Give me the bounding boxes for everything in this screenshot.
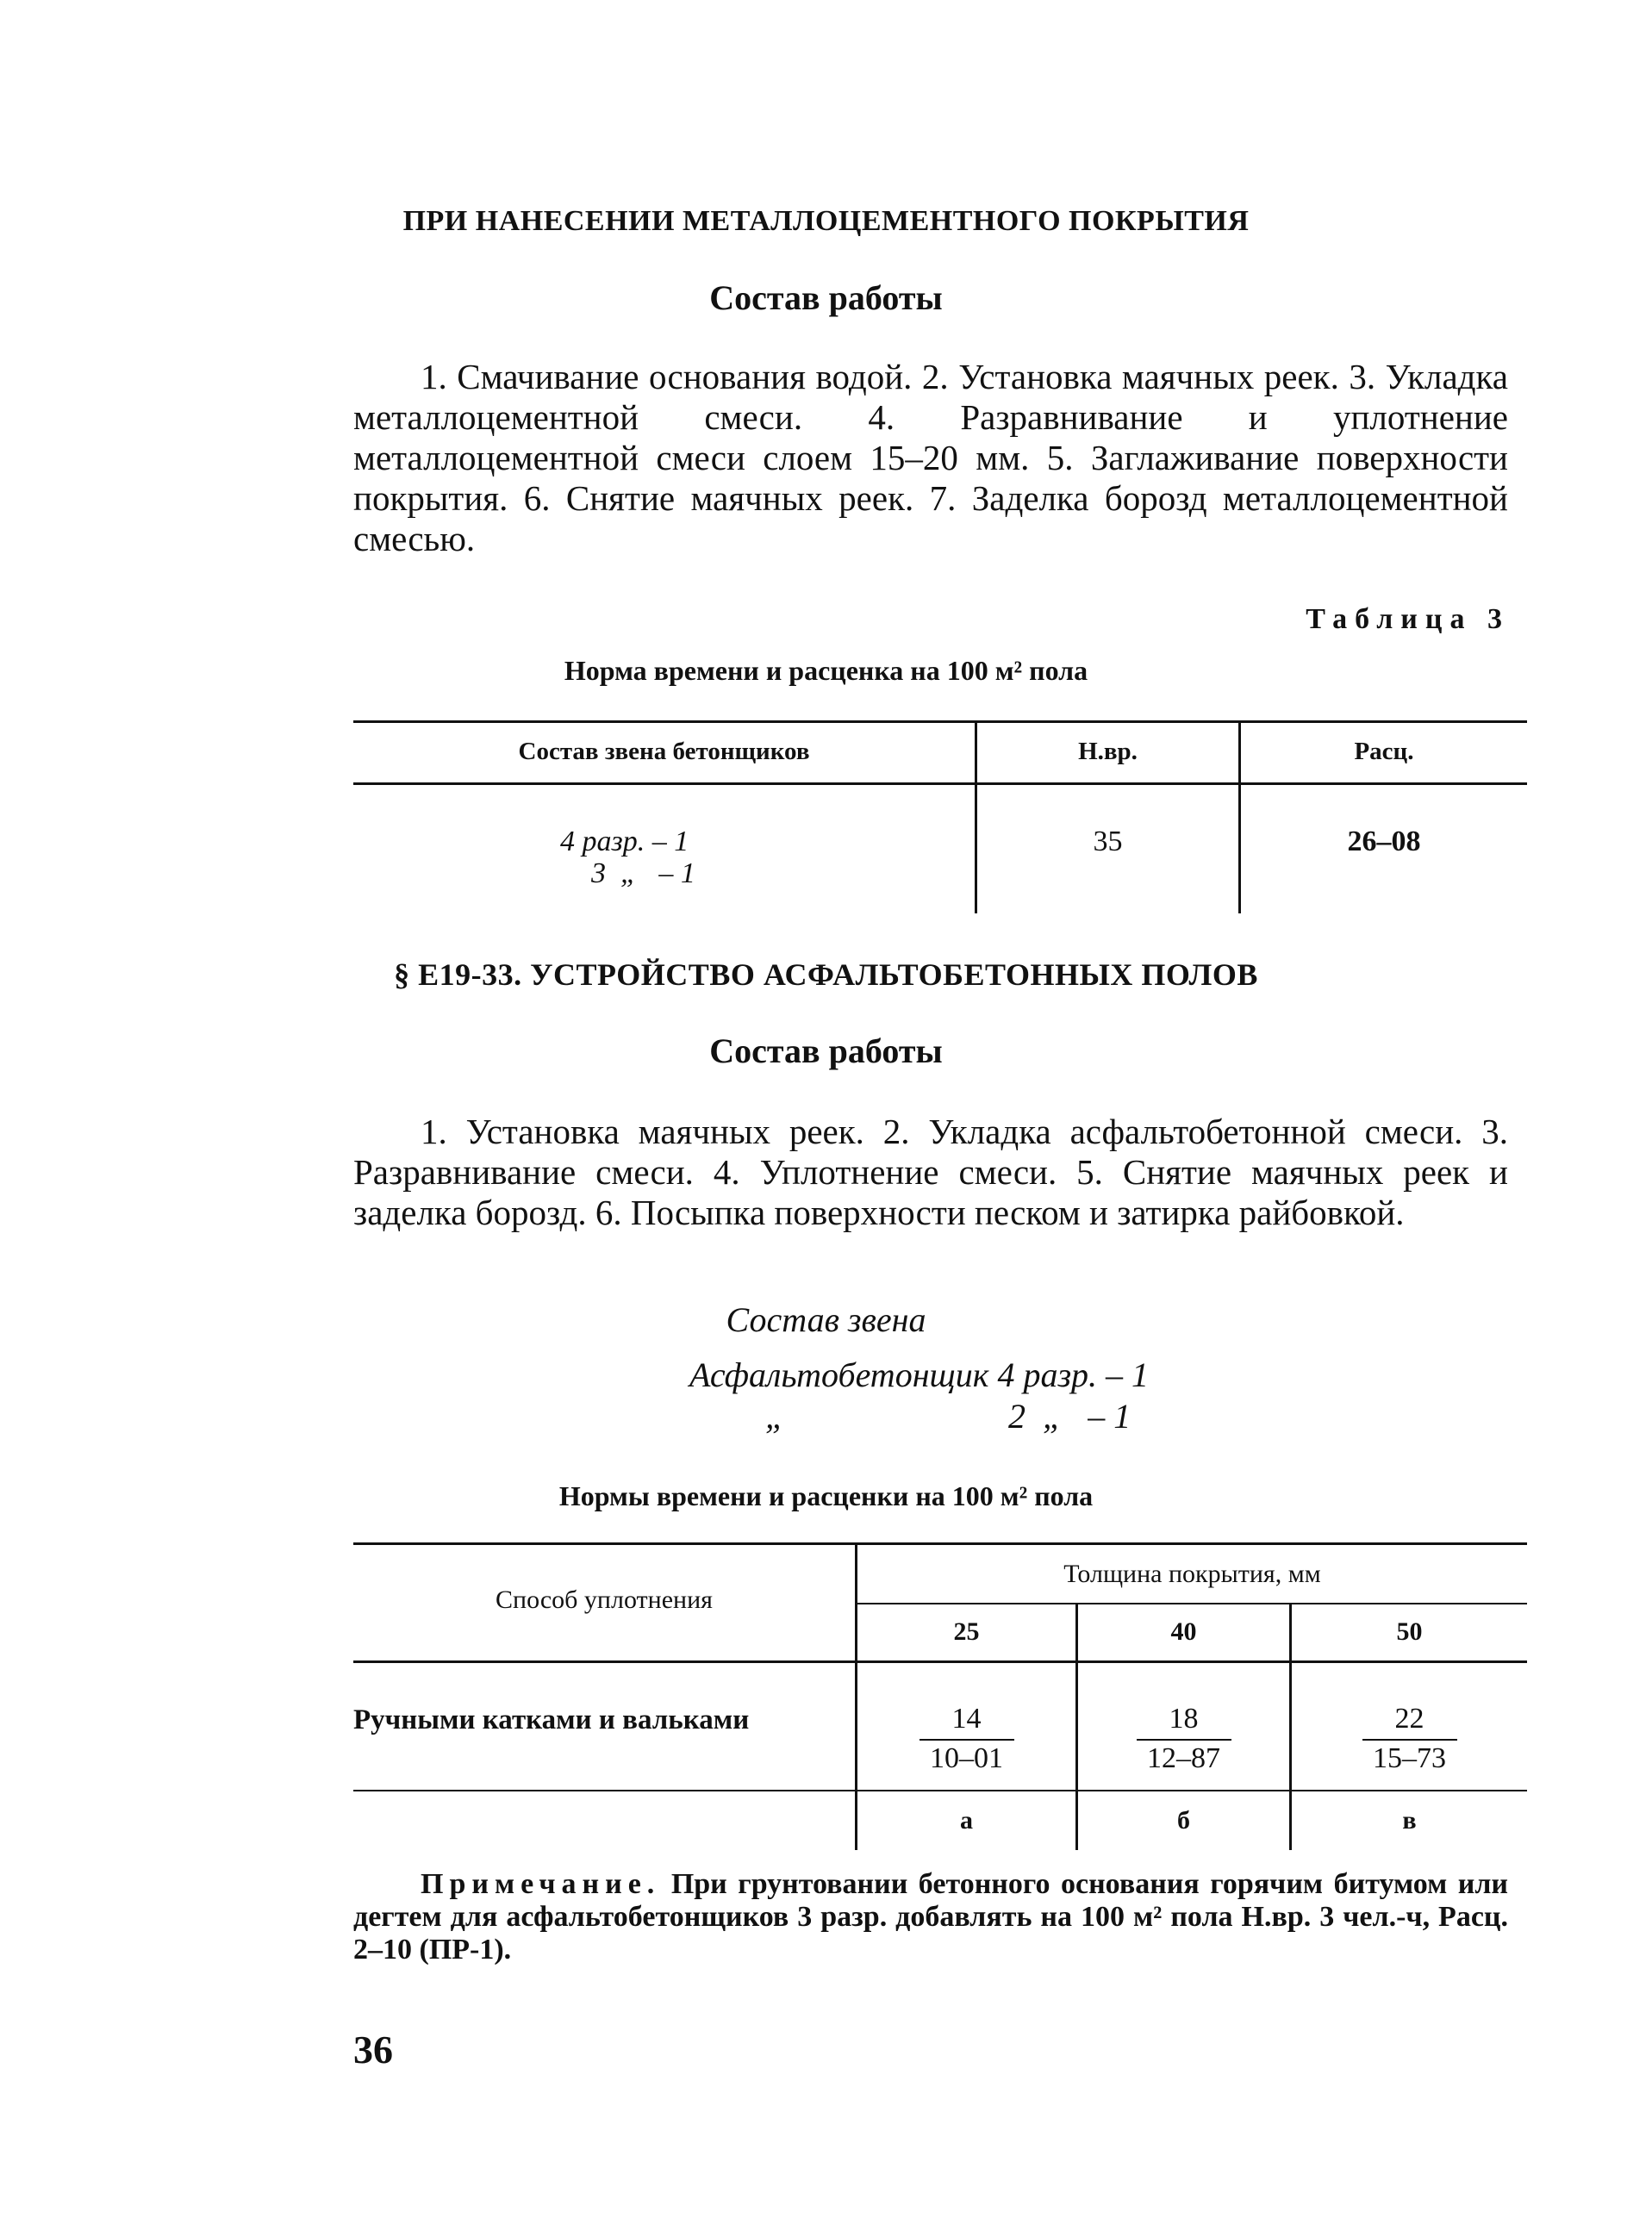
table-3-rate-value: 26–08 <box>1347 826 1421 857</box>
table-3-top-rule <box>353 720 1527 723</box>
table-4-caption: Нормы времени и расценки на 100 м² пола <box>558 1480 1094 1511</box>
table-4-value-25 <box>857 1703 1075 1775</box>
table-3-header-rate: Расц. <box>1354 738 1414 765</box>
table-4-subheader-rule <box>857 1603 1527 1604</box>
rate-value: 10–01 <box>930 1742 1003 1774</box>
table-3-label: Таблица 3 <box>1306 603 1510 635</box>
table-3-caption: Норма времени и расценка на 100 м² пола <box>564 655 1088 686</box>
table-4-value-50 <box>1292 1703 1527 1775</box>
table-4-header-thickness: Толщина покрытия, мм <box>1063 1560 1321 1588</box>
table-4-value-40 <box>1078 1703 1289 1775</box>
table-4-thickness-40: 40 <box>1170 1617 1197 1646</box>
table-4-thickness-25: 25 <box>953 1617 980 1646</box>
work-composition-title-2: Состав работы <box>709 1031 943 1070</box>
work-composition-text-2 <box>353 1112 1508 1233</box>
table-4-letter-a: а <box>960 1806 973 1835</box>
table-3-norm-value: 35 <box>1093 826 1123 857</box>
work-composition-text-1 <box>353 357 1508 559</box>
crew-line-2: 2 „ – 1 <box>1008 1397 1131 1436</box>
page-number: 36 <box>353 2028 393 2072</box>
norm-value: 14 <box>951 1703 982 1735</box>
table-3-crew-line-1: 4 разр. – 1 <box>560 826 689 857</box>
table-3-header-crew: Состав звена бетонщиков <box>518 738 810 765</box>
table-4-bottom-rule <box>353 1790 1527 1791</box>
table-3-crew-line-2: 3 „ – 1 <box>591 857 695 889</box>
table-3-header-rule <box>353 782 1527 785</box>
crew-title: Состав звена <box>726 1300 926 1339</box>
table-4-header-rule <box>353 1660 1527 1663</box>
norm-value: 22 <box>1394 1703 1424 1735</box>
table-4-header-method: Способ уплотнения <box>496 1586 713 1614</box>
work-text-1: 1. Смачивание основания водой. 2. Установка маячных реек. 3. Укладка металлоцементной смеси. 4. Разравнивание и уплотнение металлоцементной смеси слоем 15–20 мм. 5. Заглаживание поверхности покрытия. 6. Снятие маячных реек. 7. Заделка борозд металлоцементной смесью. <box>353 357 1508 558</box>
work-text-2: 1. Установка маячных реек. 2. Укладка асфальтобетонной смеси. 3. Разравнивание смеси. 4. Уплотнение смеси. 5. Снятие маячных реек и заделка борозд. 6. Посыпка поверхности песком и затирка райбовкой. <box>353 1112 1508 1232</box>
section-heading-metal-cement: ПРИ НАНЕСЕНИИ МЕТАЛЛОЦЕМЕНТНОГО ПОКРЫТИЯ <box>402 205 1250 237</box>
table-3-header-norm: Н.вр. <box>1078 738 1138 765</box>
norm-value: 18 <box>1169 1703 1199 1735</box>
rate-value: 15–73 <box>1373 1742 1446 1774</box>
table-4-thickness-50: 50 <box>1396 1617 1423 1646</box>
table-4-col-divider-1 <box>855 1544 857 1850</box>
table-4-top-rule <box>353 1542 1527 1545</box>
note-label: Примечание. <box>421 1868 661 1900</box>
table-4-letter-b: б <box>1177 1806 1190 1835</box>
table-4-row-label: Ручными катками и вальками <box>353 1704 750 1735</box>
table-4-letter-v: в <box>1402 1806 1417 1835</box>
note-text: При грунтовании бетонного основания горячим битумом или дегтем для асфальтобетонщиков 3 разр. добавлять на 100 м² пола Н.вр. 3 чел.-ч, Расц. 2–10 (ПР-1). <box>353 1868 1508 1966</box>
crew-line-2-ditto: „ <box>765 1397 785 1436</box>
section-heading-asphalt: § Е19-33. УСТРОЙСТВО АСФАЛЬТОБЕТОННЫХ ПОЛОВ <box>394 957 1258 992</box>
work-composition-title-1: Состав работы <box>709 278 943 317</box>
crew-line-1: Асфальтобетонщик 4 разр. – 1 <box>689 1355 1150 1394</box>
note <box>353 1868 1508 1966</box>
rate-value: 12–87 <box>1147 1742 1220 1774</box>
